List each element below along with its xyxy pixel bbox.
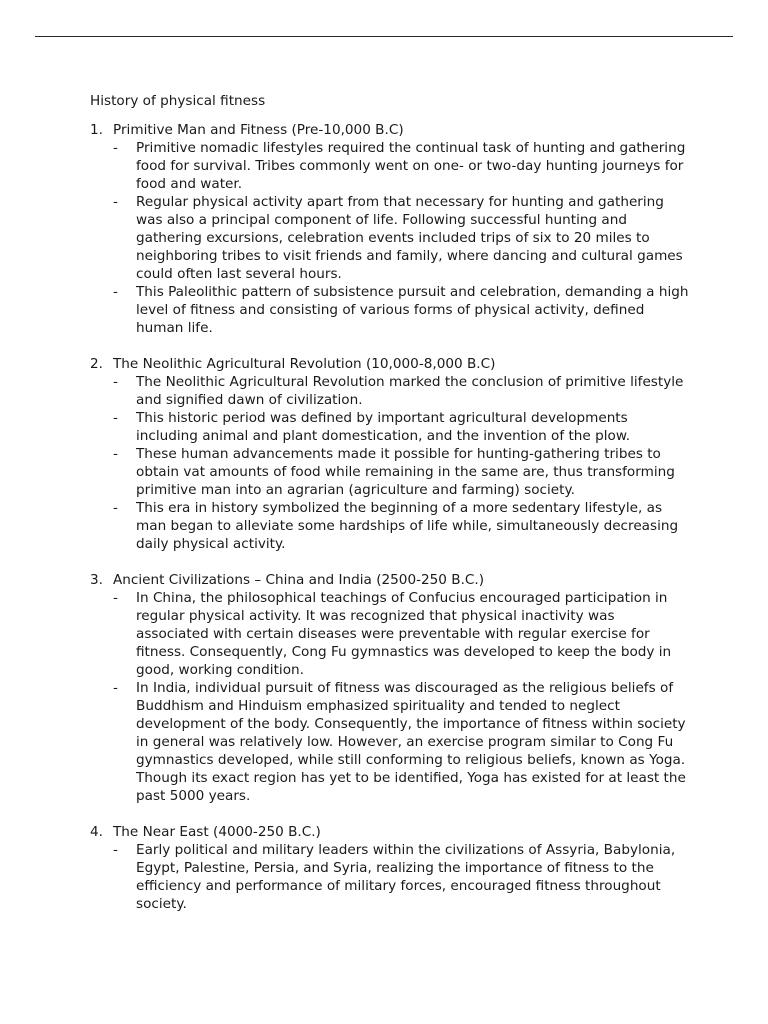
list-item [113,589,690,679]
bullet-text: This era in history symbolized the beginning of a more sedentary lifestyle, as man began to alleviate some hardships of life while, simultaneously decreasing daily physical activity. [136,500,679,552]
bullet-text: This historic period was defined by important agricultural developments including animal and plant domestication, and the invention of the plow. [136,410,631,444]
section-heading [90,355,690,373]
bullet-marker: - [113,680,118,696]
section-1 [90,121,690,337]
list-item [113,445,690,499]
bullet-text: These human advancements made it possible for hunting-gathering tribes to obtain vat amounts of food while remaining in the same are, thus transforming primitive man into an agrarian (agriculture and farming) society. [136,446,675,498]
bullet-text: This Paleolithic pattern of subsistence pursuit and celebration, demanding a high level of fitness and consisting of various forms of physical activity, defined human life. [136,284,689,336]
section-heading [90,121,690,139]
section-number: 4. [90,824,103,840]
section-title: Primitive Man and Fitness (Pre-10,000 B.C) [113,122,404,138]
bullet-marker: - [113,194,118,210]
section-title: The Neolithic Agricultural Revolution (10,000-8,000 B.C) [113,356,496,372]
bullet-marker: - [113,140,118,156]
bullet-list [90,373,690,553]
bullet-text: Primitive nomadic lifestyles required the continual task of hunting and gathering food for survival. Tribes commonly went on one- or two-day hunting journeys for food and water. [136,140,686,192]
bullet-marker: - [113,590,118,606]
section-3 [90,571,690,805]
bullet-text: In India, individual pursuit of fitness was discouraged as the religious beliefs of Buddhism and Hinduism emphasized spirituality and tended to neglect development of the body. Consequently, the importance of fitness within society in general was relatively low. However, an exercise program similar to Cong Fu gymnastics developed, while still conforming to religious beliefs, known as Yoga. Though its exact region has yet to be identified, Yoga has existed for at least the past 5000 years. [136,680,686,804]
section-heading [90,571,690,589]
bullet-list [90,589,690,805]
bullet-text: The Neolithic Agricultural Revolution marked the conclusion of primitive lifestyle and signified dawn of civilization. [136,374,684,408]
bullet-text: In China, the philosophical teachings of Confucius encouraged participation in regular physical activity. It was recognized that physical inactivity was associated with certain diseases were preventable with regular exercise for fitness. Consequently, Cong Fu gymnastics was developed to keep the body in good, working condition. [136,590,672,678]
bullet-text: Regular physical activity apart from that necessary for hunting and gathering was also a principal component of life. Following successful hunting and gathering excursions, celebration events included trips of six to 20 miles to neighboring tribes to visit friends and family, where dancing and cultural games could often last several hours. [136,194,683,282]
list-item [113,679,690,805]
section-title: Ancient Civilizations – China and India (2500-250 B.C.) [113,572,485,588]
section-title: The Near East (4000-250 B.C.) [113,824,321,840]
list-item [113,193,690,283]
list-item [113,499,690,553]
bullet-marker: - [113,410,118,426]
list-item [113,139,690,193]
list-item [113,841,690,913]
document-body [90,92,690,931]
bullet-marker: - [113,284,118,300]
bullet-text: Early political and military leaders within the civilizations of Assyria, Babylonia, Egypt, Palestine, Persia, and Syria, realizing the importance of fitness to the efficiency and performance of military forces, encouraged fitness throughout society. [136,842,676,912]
document-title: History of physical fitness [90,93,266,109]
bullet-list [90,139,690,337]
list-item [113,283,690,337]
header-rule [35,36,733,37]
list-item [113,409,690,445]
section-2 [90,355,690,553]
list-item [113,373,690,409]
section-number: 1. [90,122,103,138]
bullet-marker: - [113,374,118,390]
section-heading [90,823,690,841]
bullet-list [90,841,690,913]
bullet-marker: - [113,842,118,858]
bullet-marker: - [113,500,118,516]
section-4 [90,823,690,913]
section-number: 2. [90,356,103,372]
section-number: 3. [90,572,103,588]
bullet-marker: - [113,446,118,462]
